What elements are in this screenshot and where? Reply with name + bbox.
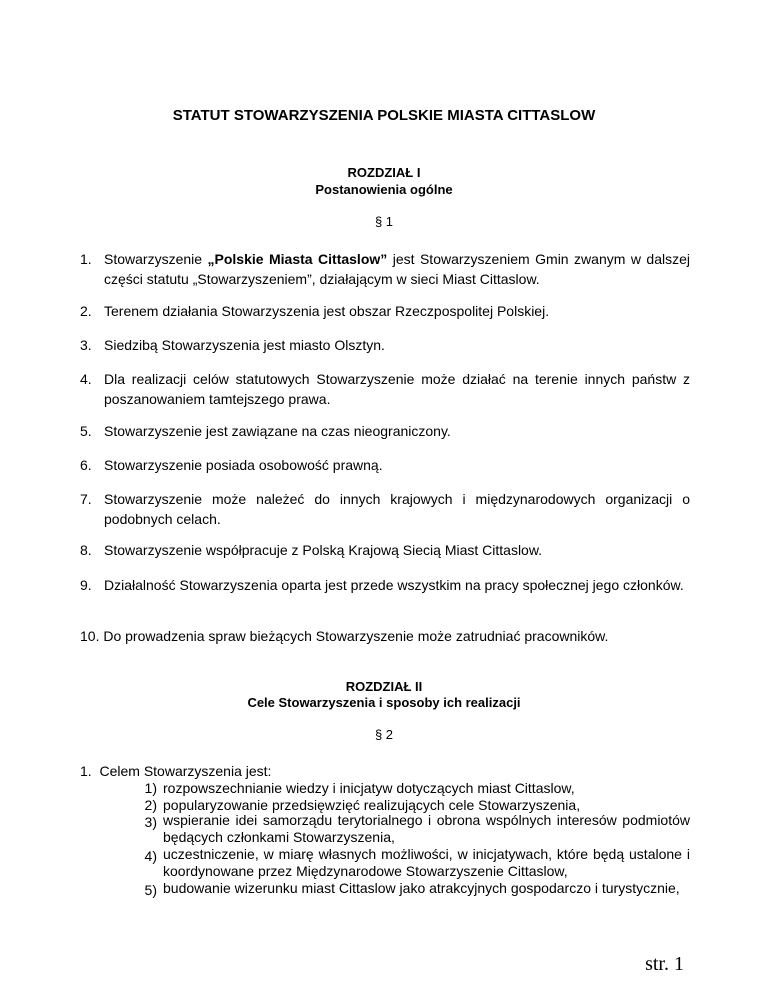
list-item: 6. Stowarzyszenie posiada osobowość prawną.	[80, 455, 690, 475]
goal-text: popularyzowanie przedsięwzięć realizujących cele Stowarzyszenia,	[163, 797, 581, 813]
list-item: 7. Stowarzyszenie może należeć do innych krajowych i międzynarodowych organizacji o podobnych celach.	[80, 491, 690, 527]
goals-intro: 1. Celem Stowarzyszenia jest:	[80, 763, 272, 779]
chapter-2-heading: ROZDZIAŁ II	[345, 679, 423, 694]
list-item: 4. Dla realizacji celów statutowych Stowarzyszenie może działać na terenie innych państw z poszanowaniem tamtejszego prawa.	[80, 371, 690, 407]
item-text: Stowarzyszenie jest zawiązane na czas nieograniczony.	[104, 423, 451, 439]
item-text: Terenem działania Stowarzyszenia jest obszar Rzeczpospolitej Polskiej.	[104, 303, 550, 319]
goal-item: 4) uczestniczenie, w miarę własnych możliwości, w inicjatywach, które będą ustalone i koordynowane przez Międzynarodowe Stowarzyszenie Cittaslow,	[144, 846, 690, 879]
goal-text: rozpowszechnianie wiedzy i inicjatyw dotyczących miast Cittaslow,	[163, 780, 575, 796]
list-item: 2. Terenem działania Stowarzyszenia jest obszar Rzeczpospolitej Polskiej.	[80, 301, 690, 321]
item-text: Stowarzyszenie posiada osobowość prawną.	[104, 457, 383, 473]
item-text: 10. Do prowadzenia spraw bieżących Stowarzyszenie może zatrudniać pracowników.	[80, 628, 609, 644]
item-text: Dla realizacji celów statutowych Stowarzyszenie może działać na terenie innych państw z poszanowaniem tamtejszego prawa.	[104, 371, 690, 407]
chapter-2-subheading: Cele Stowarzyszenia i sposoby ich realizacji	[247, 695, 521, 710]
page-number: str. 1	[645, 953, 684, 975]
goal-item: 1) rozpowszechnianie wiedzy i inicjatyw dotyczących miast Cittaslow,	[133, 778, 690, 798]
item-number: 1.	[80, 251, 92, 267]
list-item: 5. Stowarzyszenie jest zawiązane na czas nieograniczony.	[80, 421, 690, 441]
item-text: Siedzibą Stowarzyszenia jest miasto Olsztyn.	[104, 337, 385, 353]
item-text: Działalność Stowarzyszenia oparta jest przede wszystkim na pracy społecznej jego członków.	[104, 577, 684, 593]
section-2-mark: § 2	[374, 727, 394, 742]
list-item: 8. Stowarzyszenie współpracuje z Polską Krajową Siecią Miast Cittaslow.	[80, 540, 690, 560]
list-item	[80, 626, 690, 646]
item-text: Stowarzyszenie może należeć do innych krajowych i międzynarodowych organizacji o podobnych celach.	[104, 491, 690, 527]
item-text: Stowarzyszenie współpracuje z Polską Krajową Siecią Miast Cittaslow.	[104, 542, 543, 558]
list-item	[80, 249, 690, 289]
goal-text: budowanie wizerunku miast Cittaslow jako atrakcyjnych gospodarczo i turystycznie,	[163, 880, 680, 896]
chapter-1-heading: ROZDZIAŁ I	[347, 165, 421, 180]
document-title: STATUT STOWARZYSZENIA POLSKIE MIASTA CITTASLOW	[172, 107, 596, 124]
goal-text: wspieranie idei samorządu terytorialnego i obrona wspólnych interesów podmiotów będących członkami Stowarzyszenia,	[163, 812, 690, 845]
section-1-mark: § 1	[374, 214, 394, 229]
list-item: 3. Siedzibą Stowarzyszenia jest miasto Olsztyn.	[80, 335, 690, 355]
goal-text: uczestniczenie, w miarę własnych możliwości, w inicjatywach, które będą ustalone i koordynowane przez Międzynarodowe Stowarzyszenie Cittaslow,	[163, 846, 690, 879]
list-item: 9. Działalność Stowarzyszenia oparta jest przede wszystkim na pracy społecznej jego członków.	[80, 575, 690, 595]
item-text: Stowarzyszenie „Polskie Miasta Cittaslow” jest Stowarzyszeniem Gmin zwanym w dalszej części statutu „Stowarzyszeniem”, działającym w sieci Miast Cittaslow.	[104, 251, 691, 287]
chapter-1-subheading: Postanowienia ogólne	[315, 182, 453, 197]
association-name: „Polskie Miasta Cittaslow”	[207, 251, 388, 267]
goal-item: 2) popularyzowanie przedsięwzięć realizujących cele Stowarzyszenia,	[133, 795, 690, 815]
goal-item: 3) wspieranie idei samorządu terytorialnego i obrona wspólnych interesów podmiotów będących członkami Stowarzyszenia,	[144, 812, 690, 845]
goal-item: 5) budowanie wizerunku miast Cittaslow jako atrakcyjnych gospodarczo i turystycznie,	[133, 880, 690, 897]
